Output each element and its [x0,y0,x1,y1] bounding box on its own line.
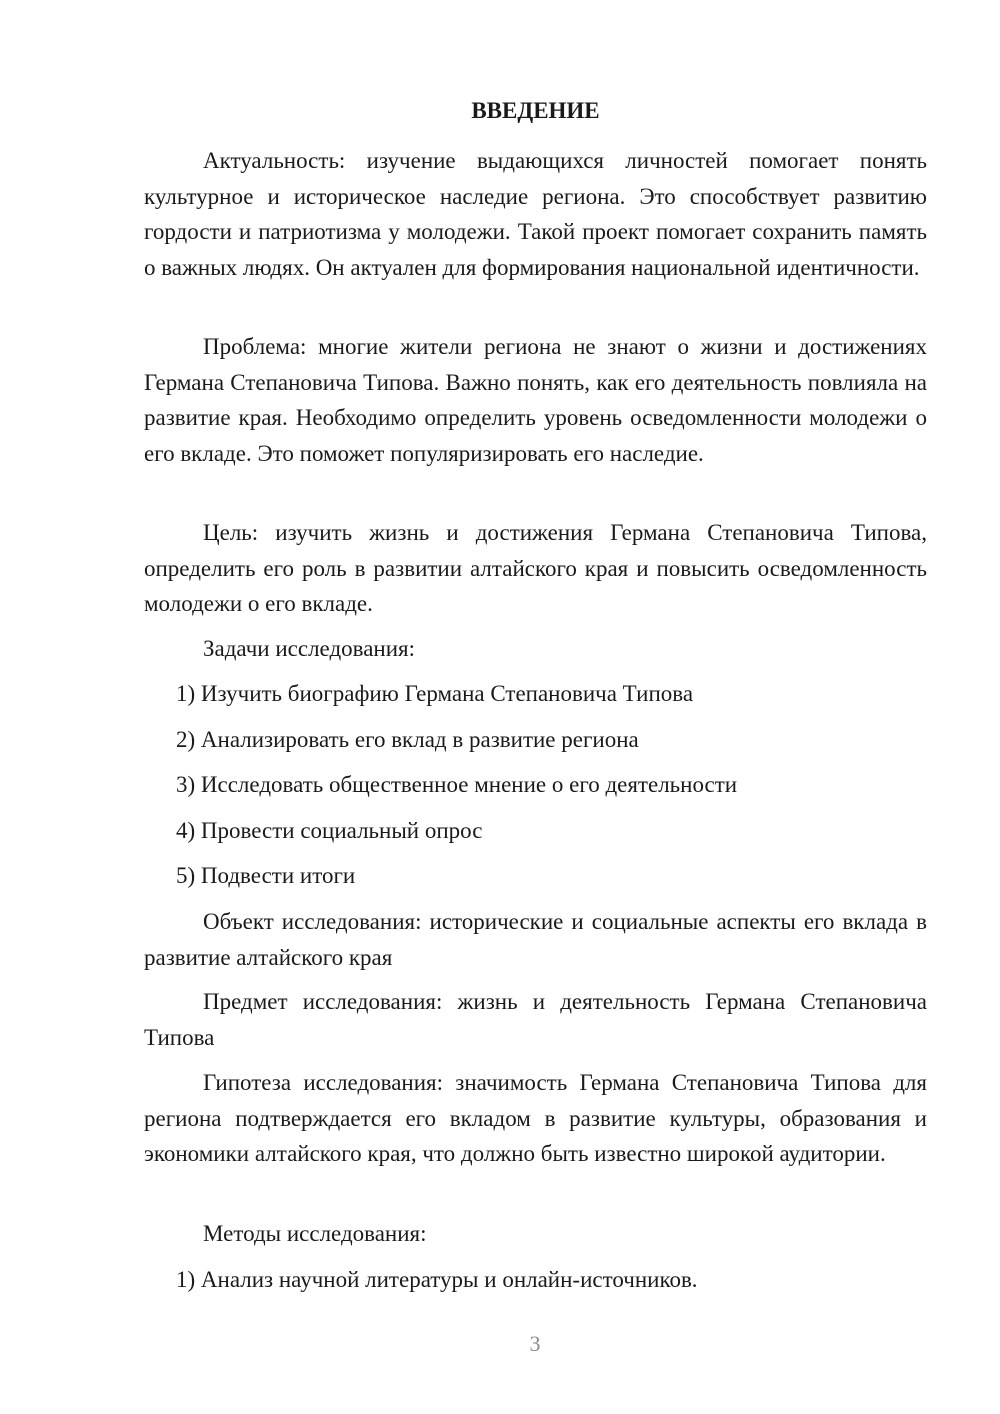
object-paragraph: Объект исследования: исторические и социальные аспекты его вклада в развитие алтайского края [144,909,927,970]
task-item: 2) Анализировать его вклад в развитие региона [176,727,639,752]
page-title: ВВЕДЕНИЕ [471,98,600,123]
hypothesis-paragraph: Гипотеза исследования: значимость Германа Степановича Типова для региона подтверждается его вкладом в развитие культуры, образования и экономики алтайского края, что должно быть известно широкой аудитории. [144,1070,927,1166]
relevance-paragraph: Актуальность: изучение выдающихся личностей помогает понять культурное и историческое наследие региона. Это способствует развитию гордости и патриотизма у молодежи. Такой проект помогает сохранить память о важных людях. Он актуален для формирования национальной идентичности. [144,148,927,280]
methods-heading: Методы исследования: [203,1221,427,1246]
task-item: 3) Исследовать общественное мнение о его деятельности [176,772,738,797]
task-item: 1) Изучить биографию Германа Степановича Типова [176,681,694,706]
tasks-heading: Задачи исследования: [203,636,416,661]
subject-paragraph: Предмет исследования: жизнь и деятельность Германа Степановича Типова [144,989,927,1050]
goal-paragraph: Цель: изучить жизнь и достижения Германа Степановича Типова, определить его роль в развитии алтайского края и повысить осведомленность молодежи о его вкладе. [144,520,927,616]
problem-paragraph: Проблема: многие жители региона не знают о жизни и достижениях Германа Степановича Типова. Важно понять, как его деятельность повлияла на развитие края. Необходимо определить уровень осведомленности молодежи о его вкладе. Это поможет популяризировать его наследие. [144,334,927,466]
task-item: 4) Провести социальный опрос [176,818,483,843]
task-item: 5) Подвести итоги [176,863,356,888]
page-number: 3 [529,1331,541,1356]
method-item: 1) Анализ научной литературы и онлайн-источников. [176,1267,698,1292]
